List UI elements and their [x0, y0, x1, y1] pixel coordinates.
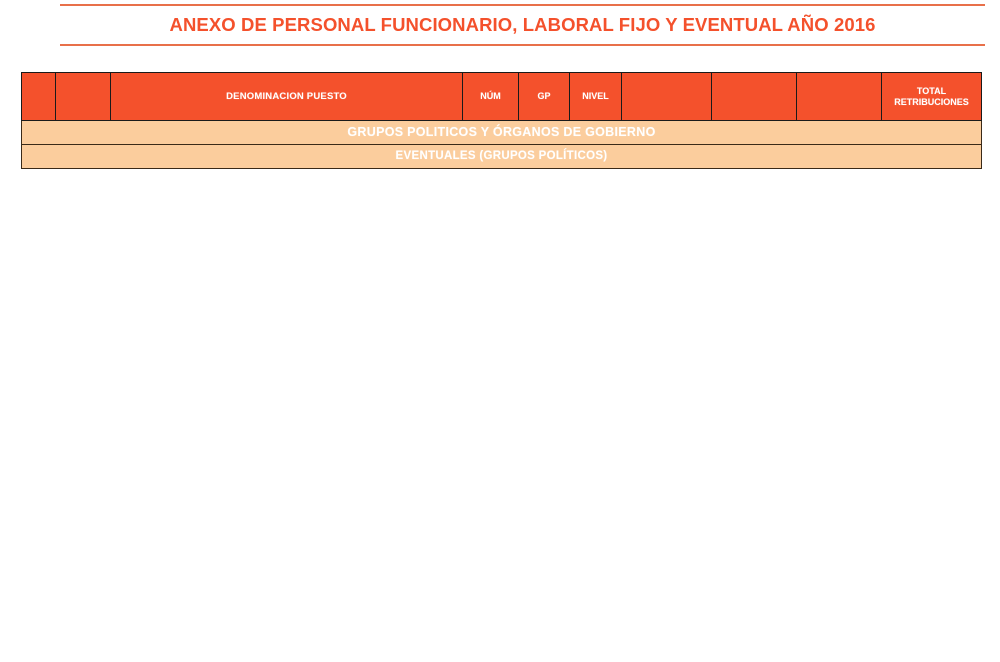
header-denominacion-puesto: DENOMINACION PUESTO	[111, 73, 463, 121]
page-title: ANEXO DE PERSONAL FUNCIONARIO, LABORAL FIJO Y EVENTUAL AÑO 2016	[169, 14, 876, 35]
header-blank-1	[622, 73, 712, 121]
header-blank-3	[797, 73, 882, 121]
table-body	[22, 73, 982, 169]
header-num: NÚM	[463, 73, 519, 121]
anexo-personal-table	[21, 72, 982, 169]
section-band-grupos-politicos	[22, 121, 982, 145]
document-title-banner	[60, 4, 985, 46]
header-cell-a	[22, 73, 56, 121]
anexo-table-wrapper	[21, 72, 979, 169]
header-nivel: NIVEL	[570, 73, 622, 121]
header-total-retribuciones	[882, 73, 982, 121]
header-total-retribuciones-line2: RETRIBUCIONES	[894, 96, 969, 107]
table-header-row-top	[22, 73, 982, 121]
header-cell-b	[56, 73, 111, 121]
section-band-eventuales-grupos	[22, 145, 982, 169]
header-total-retribuciones-line1: TOTAL	[916, 85, 947, 96]
section-band-label: EVENTUALES (GRUPOS POLÍTICOS)	[22, 145, 982, 169]
header-gp: GP	[519, 73, 570, 121]
section-band-label: GRUPOS POLITICOS Y ÓRGANOS DE GOBIERNO	[22, 121, 982, 145]
header-blank-2	[712, 73, 797, 121]
